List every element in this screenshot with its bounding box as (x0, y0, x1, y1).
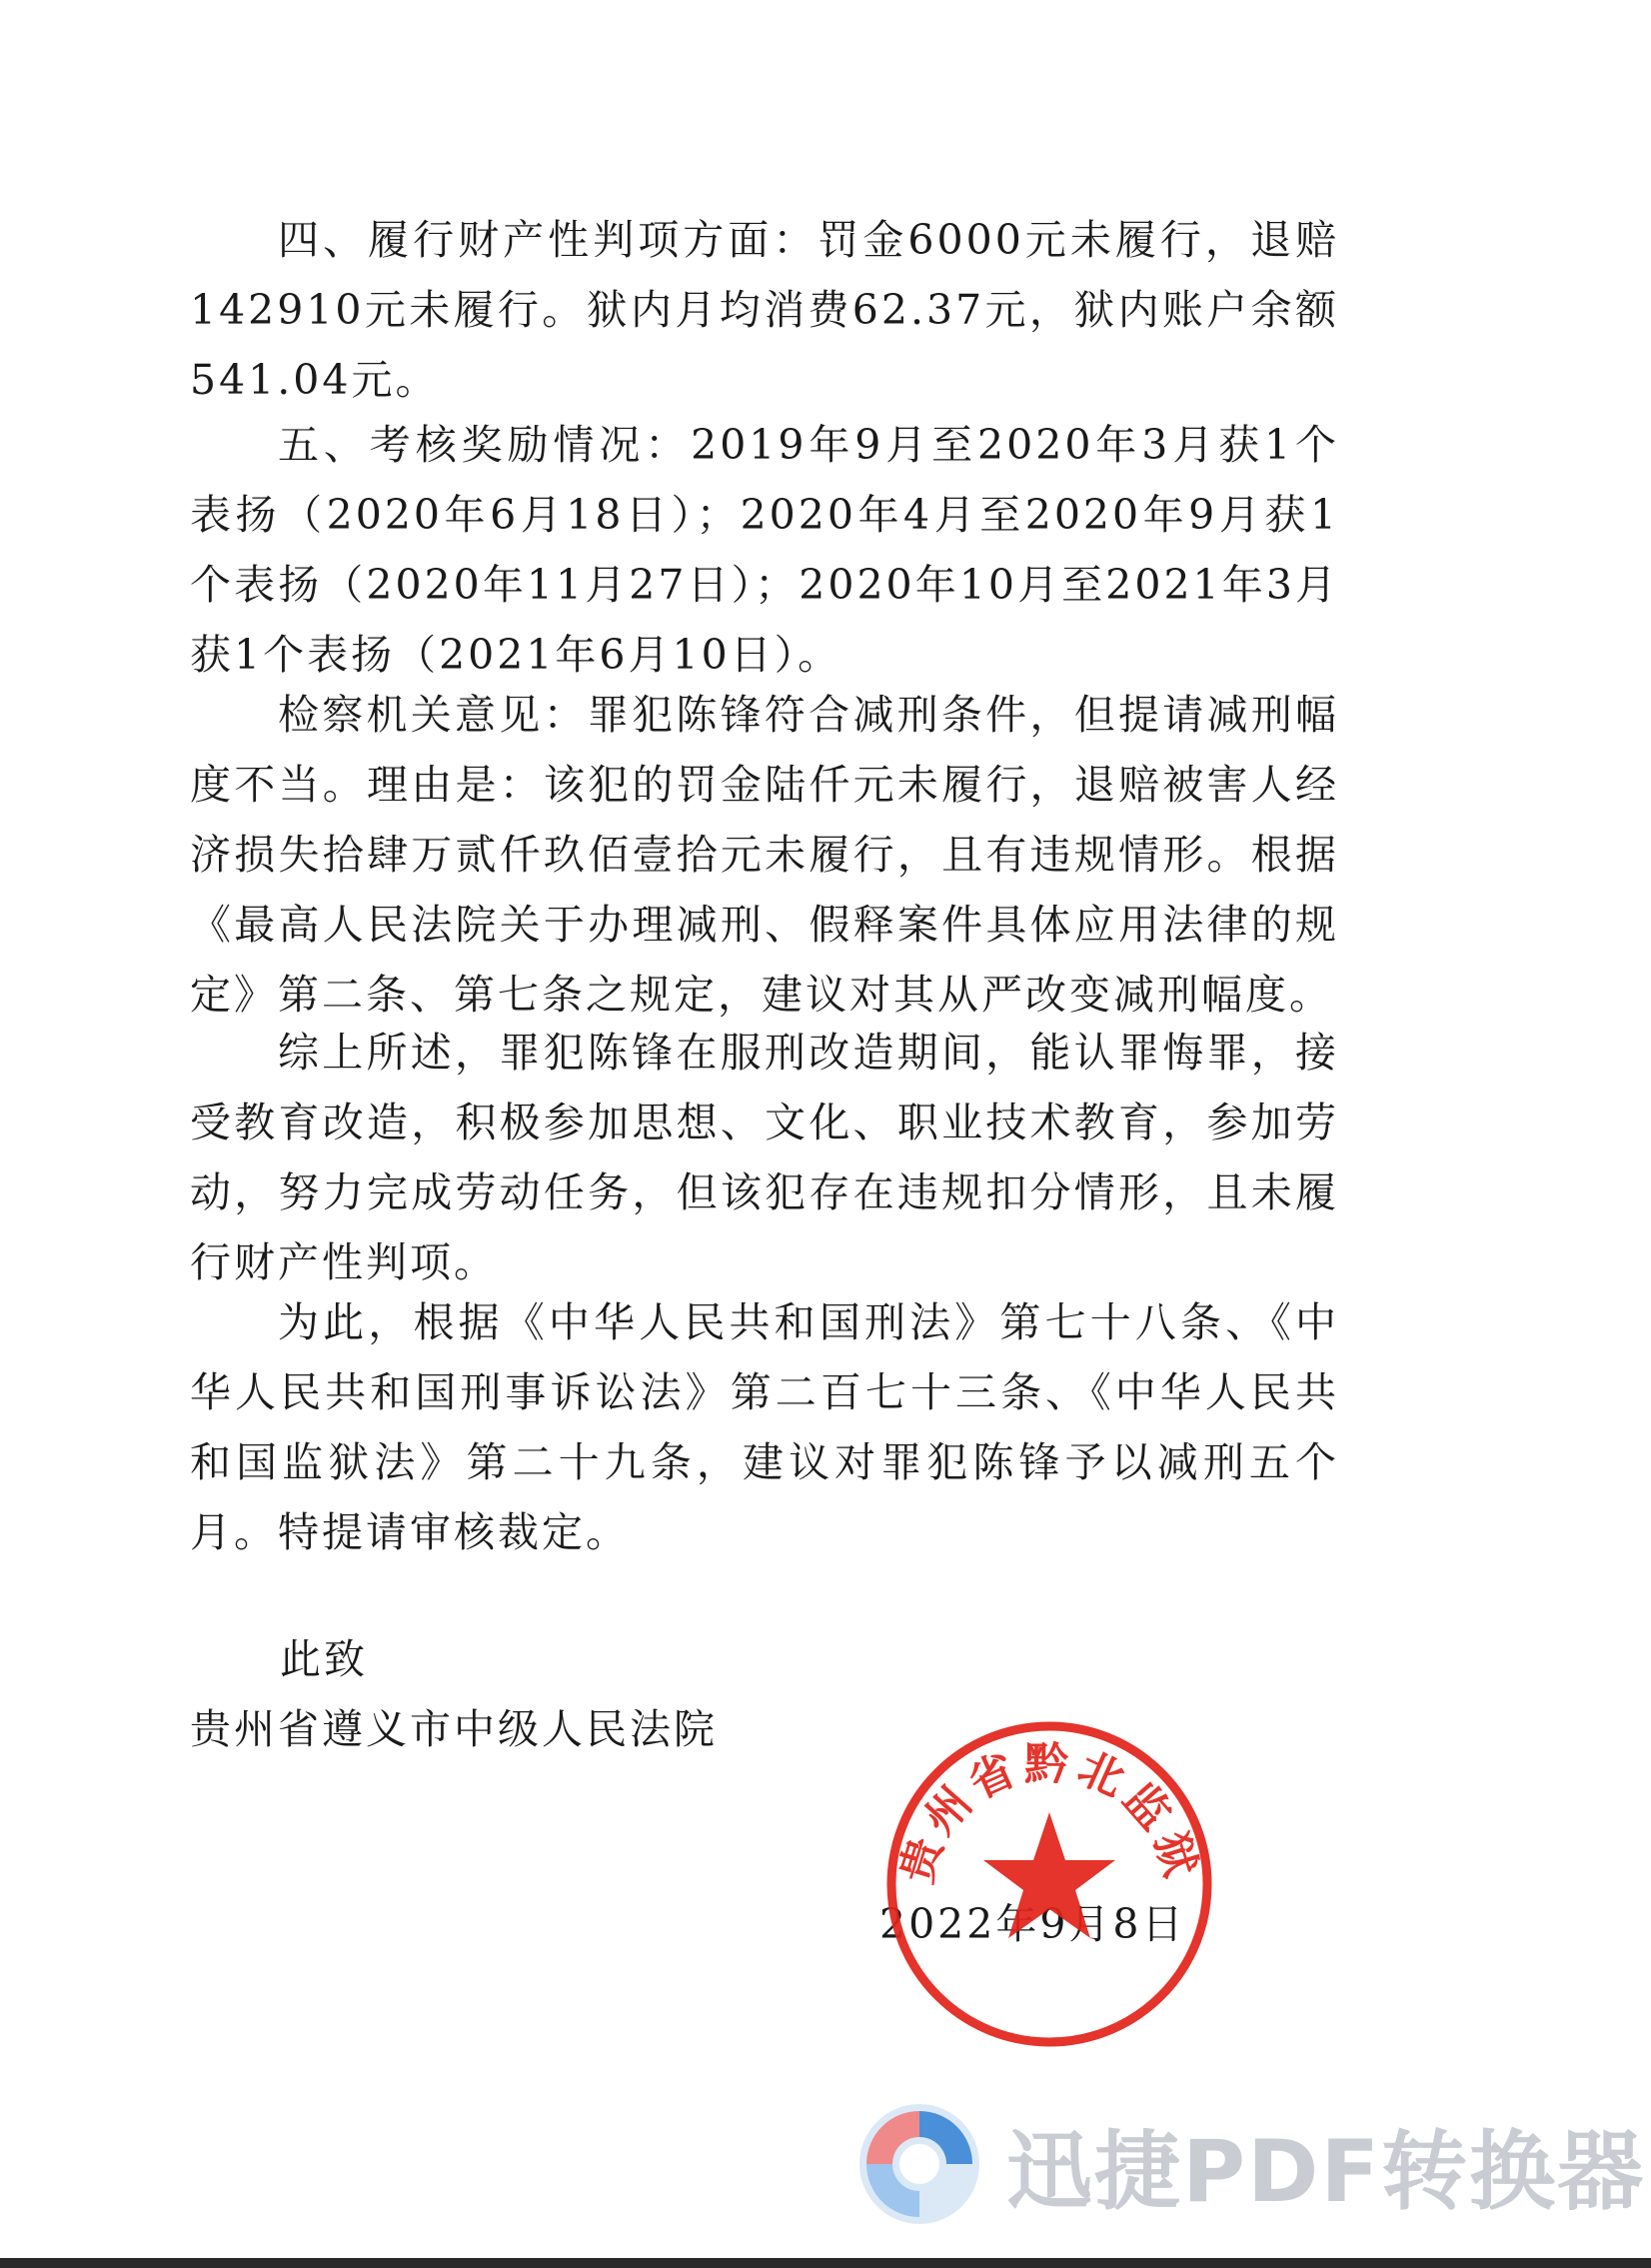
paragraph-recommendation: 为此，根据《中华人民共和国刑法》第七十八条、《中华人民共和国刑事诉讼法》第二百七十三条、《中华人民共和国监狱法》第二十九条，建议对罪犯陈锋予以减刑五个月。特提请审核裁定。 (190, 1298, 1339, 1556)
paragraph-rewards: 五、考核奖励情况：2019年9月至2020年3月获1个表扬（2020年6月18日）；2020年4月至2020年9月获1个表扬（2020年11月27日）；2020年10月至2021年3月获1个表扬（2021年6月10日）。 (190, 421, 1339, 679)
seal-star-icon (983, 1812, 1115, 1938)
watermark (854, 2094, 1645, 2234)
official-seal-icon (879, 1714, 1219, 2054)
paragraph-property-judgment: 四、履行财产性判项方面：罚金6000元未履行，退赔142910元未履行。狱内月均消费62.37元，狱内账户余额541.04元。 (190, 216, 1339, 404)
salutation: 此致 (280, 1635, 368, 1683)
signature-date: 2022年9月8日 (879, 1900, 1186, 1948)
xunjie-logo-icon (854, 2099, 984, 2229)
svg-text:贵州省黔北监狱: 贵州省黔北监狱 (890, 1738, 1208, 1889)
watermark-text: 迅捷PDF转换器 (1006, 2122, 1646, 2222)
page-bottom-edge (0, 2258, 1651, 2268)
paragraph-procuratorate-opinion: 检察机关意见：罪犯陈锋符合减刑条件，但提请减刑幅度不当。理由是：该犯的罚金陆仟元未履行，退赔被害人经济损失拾肆万贰仟玖佰壹拾元未履行，且有违规情形。根据《最高人民法院关于办理减刑、假释案件具体应用法律的规定》第二条、第七条之规定，建议对其从严改变减刑幅度。 (190, 691, 1339, 1019)
recipient: 贵州省遵义市中级人民法院 (190, 1705, 718, 1753)
paragraph-summary: 综上所述，罪犯陈锋在服刑改造期间，能认罪悔罪，接受教育改造，积极参加思想、文化、职业技术教育，参加劳动，努力完成劳动任务，但该犯存在违规扣分情形，且未履行财产性判项。 (190, 1029, 1339, 1286)
